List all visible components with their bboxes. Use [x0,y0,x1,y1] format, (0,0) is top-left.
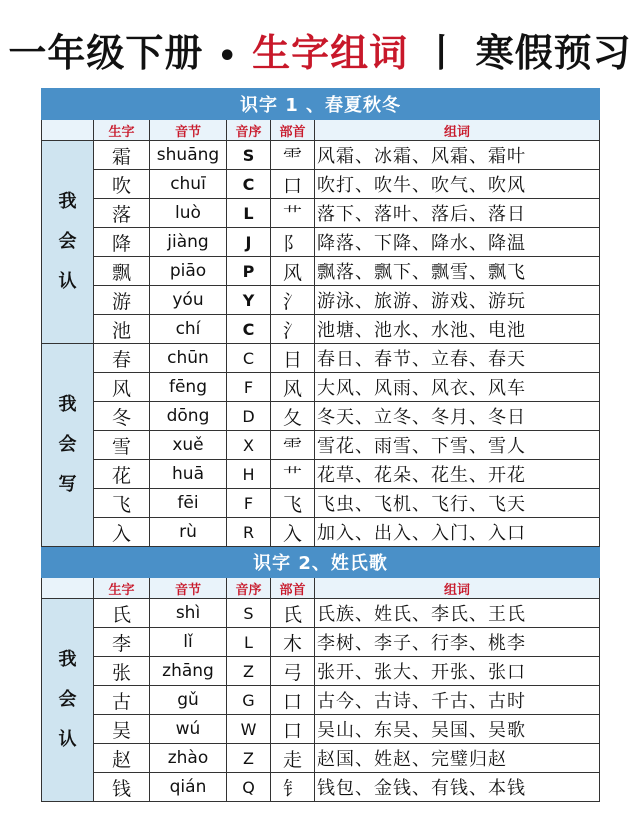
pinyin-cell: zhāng [150,657,227,686]
group-label-char: 我 [58,649,77,670]
pinyin-cell: wú [150,715,227,744]
char-cell: 钱 [94,773,150,802]
pinyin-cell: piāo [150,257,227,286]
radical-cell: 艹 [271,199,315,228]
pinyin-cell: chí [150,315,227,344]
sequence-cell: W [227,715,271,744]
char-cell: 霜 [94,141,150,170]
words-cell: 降落、下降、降水、降温 [315,228,600,257]
words-cell: 大风、风雨、风衣、风车 [315,373,600,402]
table-row [42,657,600,686]
group-label-char: 会 [58,231,77,252]
radical-cell: 入 [271,518,315,547]
char-cell: 张 [94,657,150,686]
sequence-cell: Z [227,744,271,773]
column-header: 组词 [315,120,600,141]
char-cell: 落 [94,199,150,228]
words-cell: 氏族、姓氏、李氏、王氏 [315,599,600,628]
vocab-table-body [42,89,600,802]
table-row [42,489,600,518]
table-row [42,315,600,344]
char-cell: 飘 [94,257,150,286]
radical-cell: 口 [271,686,315,715]
pinyin-cell: luò [150,199,227,228]
char-cell: 冬 [94,402,150,431]
words-cell: 赵国、姓赵、完璧归赵 [315,744,600,773]
column-header: 部首 [271,120,315,141]
pinyin-cell: lǐ [150,628,227,657]
table-row [42,460,600,489]
words-cell: 飞虫、飞机、飞行、飞天 [315,489,600,518]
pinyin-cell: chūn [150,344,227,373]
sequence-cell: F [227,373,271,402]
table-row [42,518,600,547]
words-cell: 池塘、池水、水池、电池 [315,315,600,344]
radical-cell: 阝 [271,228,315,257]
words-cell: 加入、出入、入门、入口 [315,518,600,547]
table-row [42,286,600,315]
column-header-row [42,120,600,141]
group-header-blank [42,120,94,141]
section-title-row [42,89,600,120]
words-cell: 春日、春节、立春、春天 [315,344,600,373]
table-row [42,344,600,373]
group-label [42,344,94,547]
radical-cell: 氵 [271,315,315,344]
char-cell: 游 [94,286,150,315]
pinyin-cell: yóu [150,286,227,315]
sequence-cell: Y [227,286,271,315]
pinyin-cell: rù [150,518,227,547]
pinyin-cell: fēi [150,489,227,518]
radical-cell: ⻗ [271,431,315,460]
char-cell: 降 [94,228,150,257]
group-label-char: 会 [58,689,77,710]
title-dot: • [217,39,238,74]
title-topic: 生字组词 [252,31,409,75]
radical-cell: 飞 [271,489,315,518]
char-cell: 入 [94,518,150,547]
sequence-cell: H [227,460,271,489]
group-label-char: 认 [58,271,77,292]
pinyin-cell: shì [150,599,227,628]
table-row [42,431,600,460]
group-label-char: 我 [58,394,77,415]
pinyin-cell: dōng [150,402,227,431]
words-cell: 张开、张大、开张、张口 [315,657,600,686]
column-header: 音节 [150,120,227,141]
page-title [0,18,640,88]
column-header: 部首 [271,578,315,599]
radical-cell: 夂 [271,402,315,431]
table-row [42,744,600,773]
title-grade: 一年级下册 [8,31,204,75]
sequence-cell: C [227,344,271,373]
section-title-row [42,547,600,578]
radical-cell: 走 [271,744,315,773]
words-cell: 雪花、雨雪、下雪、雪人 [315,431,600,460]
table-row [42,599,600,628]
char-cell: 吹 [94,170,150,199]
column-header: 音序 [227,120,271,141]
radical-cell: 氵 [271,286,315,315]
pinyin-cell: qián [150,773,227,802]
group-label-char: 我 [58,191,77,212]
section-title: 识字 1 、春夏秋冬 [42,89,600,120]
title-subtitle: 寒假预习 [475,31,632,75]
pinyin-cell: fēng [150,373,227,402]
char-cell: 风 [94,373,150,402]
sequence-cell: J [227,228,271,257]
char-cell: 春 [94,344,150,373]
sequence-cell: X [227,431,271,460]
pinyin-cell: zhào [150,744,227,773]
radical-cell: 艹 [271,460,315,489]
radical-cell: 氏 [271,599,315,628]
pinyin-cell: huā [150,460,227,489]
words-cell: 吹打、吹牛、吹气、吹风 [315,170,600,199]
table-row [42,686,600,715]
char-cell: 氏 [94,599,150,628]
section-title: 识字 2、姓氏歌 [42,547,600,578]
radical-cell: 木 [271,628,315,657]
radical-cell: 弓 [271,657,315,686]
words-cell: 冬天、立冬、冬月、冬日 [315,402,600,431]
radical-cell: 口 [271,715,315,744]
vocab-table [41,88,600,802]
table-row [42,715,600,744]
sequence-cell: F [227,489,271,518]
radical-cell: 日 [271,344,315,373]
pinyin-cell: chuī [150,170,227,199]
group-label-char: 认 [58,729,77,750]
column-header-row [42,578,600,599]
sequence-cell: L [227,628,271,657]
char-cell: 雪 [94,431,150,460]
column-header: 音节 [150,578,227,599]
table-row [42,228,600,257]
radical-cell: 风 [271,257,315,286]
group-header-blank [42,578,94,599]
sequence-cell: R [227,518,271,547]
words-cell: 风霜、冰霜、风霜、霜叶 [315,141,600,170]
pinyin-cell: jiàng [150,228,227,257]
table-row [42,628,600,657]
table-row [42,141,600,170]
words-cell: 游泳、旅游、游戏、游玩 [315,286,600,315]
column-header: 生字 [94,578,150,599]
vocab-table-container [41,88,599,802]
sequence-cell: P [227,257,271,286]
column-header: 组词 [315,578,600,599]
table-row [42,373,600,402]
title-separator: 丨 [422,31,462,75]
group-label [42,599,94,802]
char-cell: 赵 [94,744,150,773]
sequence-cell: C [227,170,271,199]
table-row [42,170,600,199]
words-cell: 落下、落叶、落后、落日 [315,199,600,228]
table-row [42,199,600,228]
words-cell: 古今、古诗、千古、古时 [315,686,600,715]
group-label-char: 会 [58,434,77,455]
pinyin-cell: gǔ [150,686,227,715]
char-cell: 池 [94,315,150,344]
table-row [42,773,600,802]
words-cell: 钱包、金钱、有钱、本钱 [315,773,600,802]
char-cell: 吴 [94,715,150,744]
words-cell: 李树、李子、行李、桃李 [315,628,600,657]
words-cell: 吴山、东吴、吴国、吴歌 [315,715,600,744]
sequence-cell: L [227,199,271,228]
pinyin-cell: xuě [150,431,227,460]
sequence-cell: S [227,599,271,628]
table-row [42,402,600,431]
radical-cell: 风 [271,373,315,402]
radical-cell: 口 [271,170,315,199]
column-header: 生字 [94,120,150,141]
char-cell: 李 [94,628,150,657]
char-cell: 飞 [94,489,150,518]
char-cell: 古 [94,686,150,715]
sequence-cell: G [227,686,271,715]
sequence-cell: C [227,315,271,344]
sequence-cell: S [227,141,271,170]
char-cell: 花 [94,460,150,489]
group-label [42,141,94,344]
pinyin-cell: shuāng [150,141,227,170]
radical-cell: 钅 [271,773,315,802]
sequence-cell: Q [227,773,271,802]
sequence-cell: Z [227,657,271,686]
table-row [42,257,600,286]
words-cell: 飘落、飘下、飘雪、飘飞 [315,257,600,286]
words-cell: 花草、花朵、花生、开花 [315,460,600,489]
sequence-cell: D [227,402,271,431]
radical-cell: ⻗ [271,141,315,170]
group-label-char: 写 [58,474,77,495]
column-header: 音序 [227,578,271,599]
